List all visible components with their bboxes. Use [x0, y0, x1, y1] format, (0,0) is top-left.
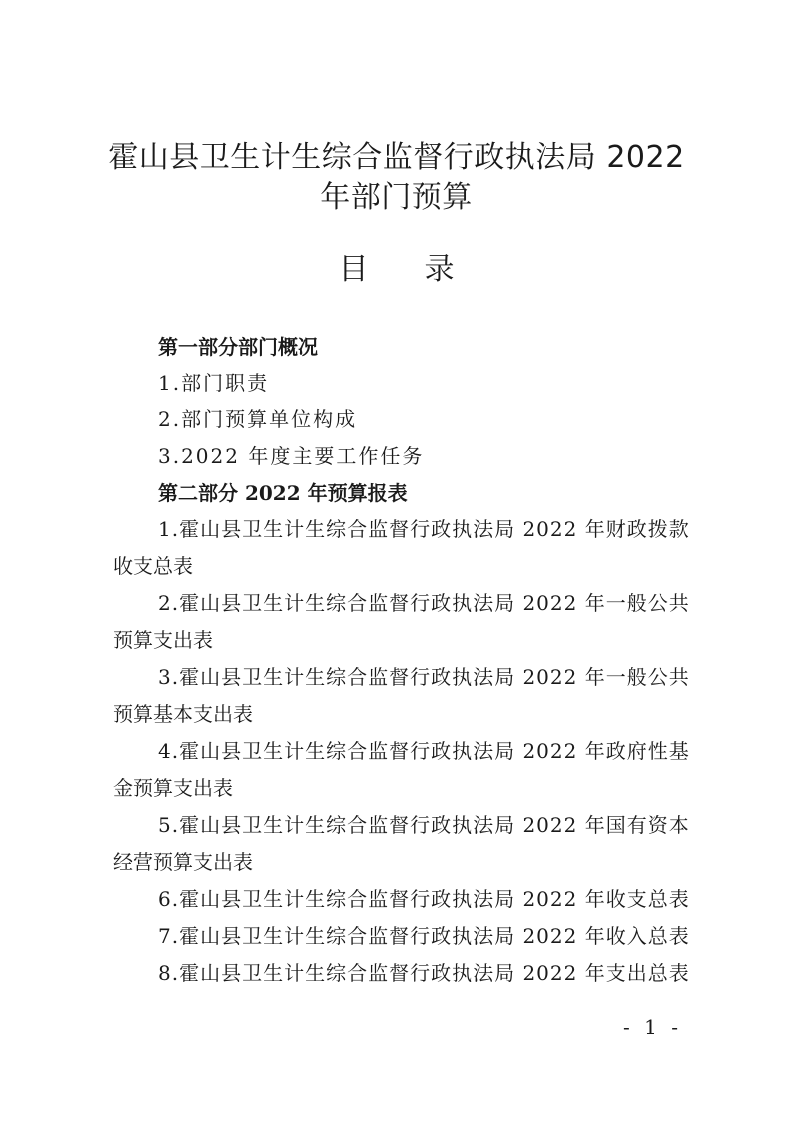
part2-heading: 第二部分 2022 年预算报表 — [158, 481, 408, 505]
toc-item-continuation: 经营预算支出表 — [113, 850, 253, 874]
toc-item: 4.霍山县卫生计生综合监督行政执法局 2022 年政府性基 — [158, 739, 690, 763]
toc-item: 1.部门职责 — [158, 371, 270, 395]
toc-item: 5.霍山县卫生计生综合监督行政执法局 2022 年国有资本 — [158, 813, 690, 837]
toc-item-continuation: 收支总表 — [113, 554, 193, 578]
toc-item-continuation: 预算支出表 — [113, 628, 213, 652]
page-number: - 1 - — [623, 1015, 682, 1039]
toc-item: 2.霍山县卫生计生综合监督行政执法局 2022 年一般公共 — [158, 591, 690, 615]
document-title-line-2: 年部门预算 — [320, 180, 473, 215]
toc-item: 1.霍山县卫生计生综合监督行政执法局 2022 年财政拨款 — [158, 517, 690, 541]
toc-item: 2.部门预算单位构成 — [158, 407, 358, 431]
toc-item: 8.霍山县卫生计生综合监督行政执法局 2022 年支出总表 — [158, 961, 690, 985]
toc-item: 6.霍山县卫生计生综合监督行政执法局 2022 年收支总表 — [158, 887, 690, 911]
toc-heading: 目录 — [338, 252, 511, 287]
part1-heading: 第一部分部门概况 — [158, 335, 318, 359]
toc-item: 3.2022 年度主要工作任务 — [158, 444, 425, 468]
toc-item-continuation: 金预算支出表 — [113, 776, 233, 800]
document-title-line-1: 霍山县卫生计生综合监督行政执法局 2022 — [108, 140, 685, 175]
toc-item: 7.霍山县卫生计生综合监督行政执法局 2022 年收入总表 — [158, 924, 690, 948]
toc-item-continuation: 预算基本支出表 — [113, 702, 253, 726]
toc-item: 3.霍山县卫生计生综合监督行政执法局 2022 年一般公共 — [158, 665, 690, 689]
